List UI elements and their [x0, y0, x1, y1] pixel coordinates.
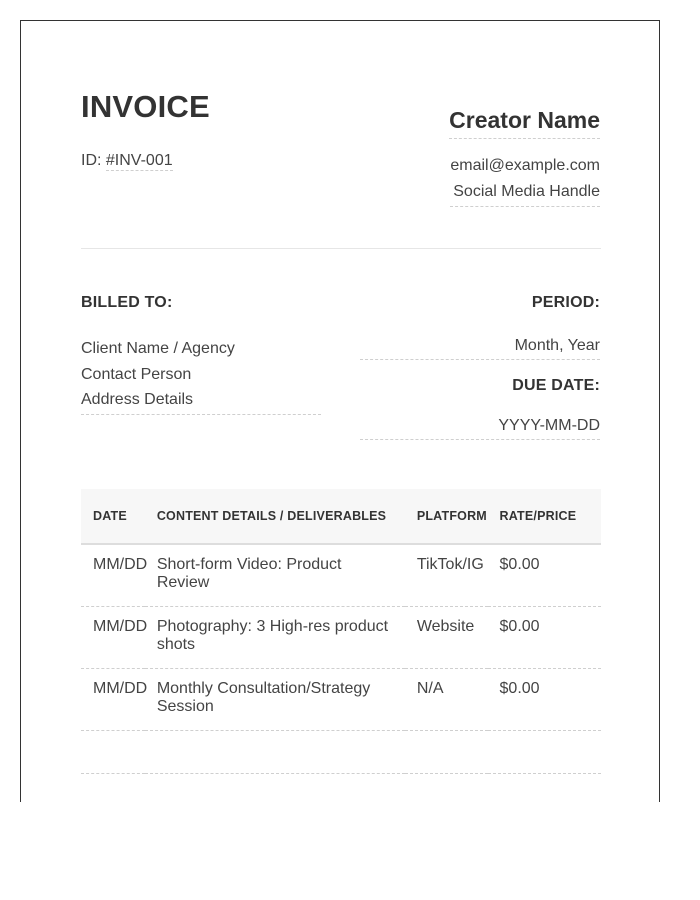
- header-date: DATE: [81, 489, 145, 544]
- invoice-id-label: ID:: [81, 152, 102, 169]
- due-date-label: DUE DATE:: [512, 377, 600, 394]
- billed-to-details[interactable]: [81, 336, 321, 415]
- row-content[interactable]: Photography: 3 High-res product shots: [145, 607, 405, 669]
- client-name: Client Name / Agency: [81, 340, 235, 357]
- address-details: Address Details: [81, 391, 194, 408]
- table-row: [81, 607, 601, 669]
- period-due-section: [360, 294, 600, 440]
- header-platform: PLATFORM: [405, 489, 488, 544]
- table-row: [81, 544, 601, 607]
- invoice-sheet: [20, 20, 660, 802]
- creator-contact[interactable]: [450, 153, 600, 207]
- row-platform[interactable]: N/A: [405, 669, 488, 731]
- row-rate[interactable]: [488, 731, 601, 774]
- line-items-table: [81, 489, 601, 774]
- row-date[interactable]: MM/DD: [81, 544, 145, 607]
- row-date[interactable]: [81, 731, 145, 774]
- row-content[interactable]: Monthly Consultation/Strategy Session: [145, 669, 405, 731]
- creator-handle: Social Media Handle: [453, 183, 600, 200]
- row-content[interactable]: [145, 731, 405, 774]
- table-row-empty: [81, 731, 601, 774]
- billed-to-section: [81, 294, 321, 415]
- row-rate[interactable]: $0.00: [488, 544, 601, 607]
- row-platform[interactable]: TikTok/IG: [405, 544, 488, 607]
- creator-email: email@example.com: [450, 157, 600, 174]
- invoice-id: [81, 152, 173, 170]
- invoice-id-value[interactable]: #INV-001: [105, 152, 173, 169]
- header-rate: RATE/PRICE: [488, 489, 601, 544]
- row-date[interactable]: MM/DD: [81, 607, 145, 669]
- invoice-title: INVOICE: [81, 89, 210, 124]
- row-rate[interactable]: $0.00: [488, 607, 601, 669]
- table-header-row: [81, 489, 601, 544]
- row-rate[interactable]: $0.00: [488, 669, 601, 731]
- contact-person: Contact Person: [81, 365, 192, 383]
- row-platform[interactable]: Website: [405, 607, 488, 669]
- table-row: [81, 669, 601, 731]
- row-date[interactable]: MM/DD: [81, 669, 145, 731]
- period-label: PERIOD:: [531, 294, 600, 311]
- due-date-value[interactable]: YYYY-MM-DD: [360, 414, 600, 440]
- header-divider: [81, 248, 601, 249]
- header-content: CONTENT DETAILS / DELIVERABLES: [145, 489, 405, 544]
- period-value[interactable]: Month, Year: [360, 334, 600, 360]
- row-content[interactable]: Short-form Video: Product Review: [145, 544, 405, 607]
- row-platform[interactable]: [405, 731, 488, 774]
- creator-info: [449, 107, 600, 207]
- creator-name[interactable]: Creator Name: [449, 107, 600, 139]
- billed-to-label: BILLED TO:: [81, 294, 173, 311]
